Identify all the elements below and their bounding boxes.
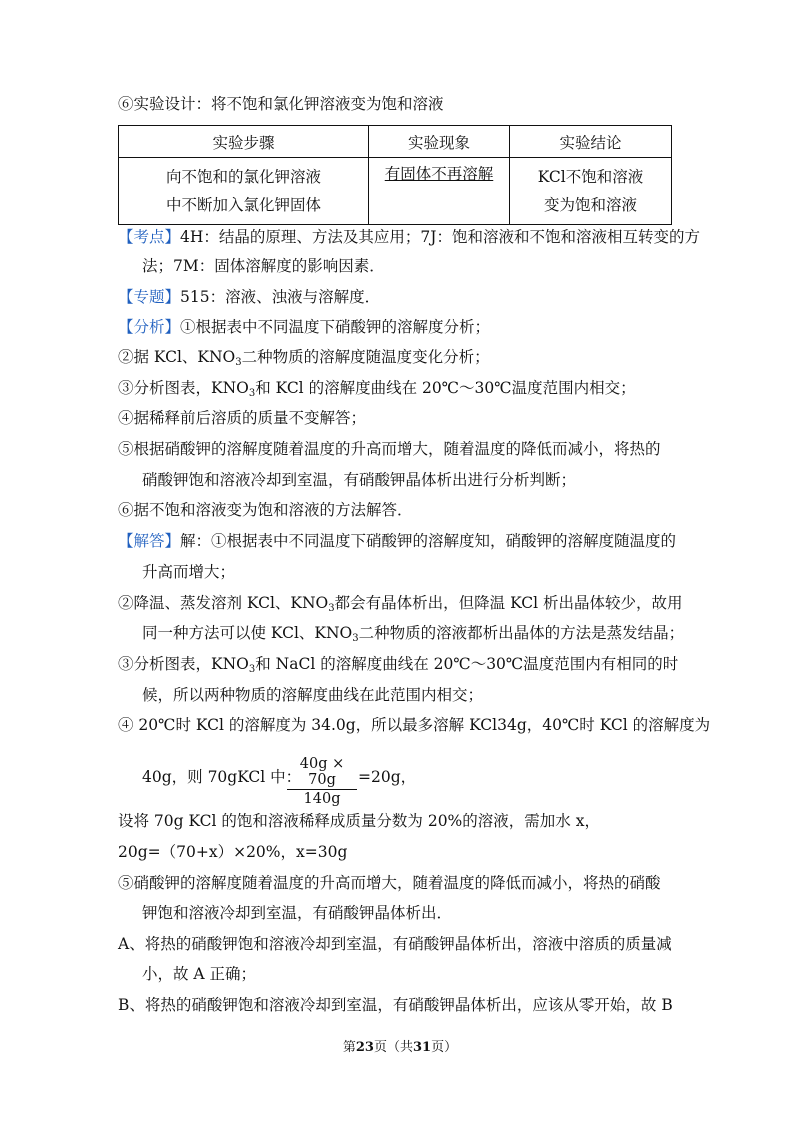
- page-number: 23: [355, 1040, 374, 1055]
- jieda-line-1: [118, 530, 676, 552]
- jieda-line-8a: 40g，则 70gKCl 中：: [142, 768, 302, 786]
- fraction: [287, 756, 357, 807]
- jieda-line-7: ④ 20℃时 KCl 的溶解度为 34.0g，所以最多溶解 KCl34g，40℃时 KCl 的溶解度为: [118, 716, 711, 734]
- table-header-steps: 实验步骤: [119, 126, 369, 158]
- fenxi-line-3: ③分析图表，$KNO_3$和 KCl 的溶解度曲线在 20℃～30℃温度范围内相交；: [118, 379, 636, 399]
- jieda-line-10: 20g=（70+x）×20%，x=30g: [118, 843, 348, 861]
- kaodian-tag: 【考点】: [118, 228, 181, 246]
- jieda-line-14: 小，故 A 正确；: [142, 965, 257, 983]
- zhuanti-tag: 【专题】: [118, 288, 181, 306]
- jieda-line-5: ③分析图表，$KNO_3$和 NaCl 的溶解度曲线在 20℃～30℃温度范围内有相同的时: [118, 655, 679, 675]
- table-header-conclusion: 实验结论: [510, 126, 672, 158]
- fenxi-tag: 【分析】: [118, 318, 181, 336]
- fenxi-line-7: ⑥据不饱和溶液变为饱和溶液的方法解答．: [118, 501, 413, 519]
- jieda-tag: 【解答】: [118, 532, 181, 550]
- steps-line-2: 中不断加入氯化钾固体: [165, 196, 321, 214]
- jieda-line-12: 钾饱和溶液冷却到室温，有硝酸钾晶体析出．: [142, 904, 453, 922]
- jieda-line-4: 同一种方法可以使 KCl、$KNO_3$二种物质的溶液都析出晶体的方法是蒸发结晶；: [142, 624, 685, 644]
- zhuanti-text: 515：溶液、浊液与溶解度．: [180, 288, 381, 306]
- page-footer: 第23页（共31页）: [342, 1040, 458, 1055]
- fenxi-line-6: 硝酸钾饱和溶液冷却到室温，有硝酸钾晶体析出进行分析判断；: [142, 471, 577, 489]
- jieda-line-11: ⑤硝酸钾的溶解度随着温度的升高而增大，随着温度的降低而减小，将热的硝酸: [118, 874, 661, 892]
- kaodian-text: 4H：结晶的原理、方法及其应用；7J：饱和溶液和不饱和溶液相互转变的方: [180, 228, 700, 246]
- zhuanti-line: [118, 286, 380, 308]
- table-cell-conclusion: [510, 158, 672, 225]
- conclusion-line-2: 变为饱和溶液: [543, 196, 637, 214]
- kaodian-line-1: [118, 226, 700, 248]
- kaodian-line-2: 法；7M：固体溶解度的影响因素．: [142, 257, 385, 275]
- jieda-line-13: A、将热的硝酸钾饱和溶液冷却到室温，有硝酸钾晶体析出，溶液中溶质的质量减: [118, 935, 672, 953]
- page-total: 31: [413, 1040, 432, 1055]
- experiment-table: [118, 125, 672, 225]
- table-cell-steps: [119, 158, 369, 225]
- fenxi-line-2: ②据 KCl、$KNO_3$二种物质的溶解度随温度变化分析；: [118, 348, 490, 368]
- fenxi-text-1: ①根据表中不同温度下硝酸钾的溶解度分析；: [180, 318, 491, 336]
- table-header-phenomenon: 实验现象: [369, 126, 510, 158]
- jieda-text-1: 解：①根据表中不同温度下硝酸钾的溶解度知，硝酸钾的溶解度随温度的: [180, 532, 677, 550]
- jieda-line-9: 设将 70g KCl 的饱和溶液稀释成质量分数为 20%的溶液，需加水 x，: [118, 812, 600, 830]
- jieda-line-6: 候，所以两种物质的溶解度曲线在此范围内相交；: [142, 686, 484, 704]
- jieda-line-8b: =20g，: [358, 768, 417, 786]
- phenomenon-answer: 有固体不再溶解: [384, 165, 494, 183]
- fenxi-line-1: [118, 316, 490, 338]
- jieda-line-2: 升高而增大；: [142, 563, 236, 581]
- steps-line-1: 向不饱和的氯化钾溶液: [165, 168, 321, 186]
- fenxi-line-4: ④据稀释前后溶质的质量不变解答；: [118, 409, 367, 427]
- jieda-line-3: ②降温、蒸发溶剂 KCl、$KNO_3$都会有晶体析出，但降温 KCl 析出晶体较少，故用: [118, 594, 683, 614]
- conclusion-line-1: KCl不饱和溶液: [537, 168, 644, 186]
- table-cell-phenomenon: [369, 158, 510, 225]
- jieda-line-15: B、将热的硝酸钾饱和溶液冷却到室温，有硝酸钾晶体析出，应该从零开始，故 B: [118, 996, 673, 1014]
- fenxi-line-5: ⑤根据硝酸钾的溶解度随着温度的升高而增大，随着温度的降低而减小，将热的: [118, 440, 661, 458]
- fraction-numerator: 40g × 70g: [287, 756, 357, 790]
- fraction-denominator: 140g: [303, 791, 341, 807]
- section-heading: ⑥实验设计：将不饱和氯化钾溶液变为饱和溶液: [118, 95, 444, 113]
